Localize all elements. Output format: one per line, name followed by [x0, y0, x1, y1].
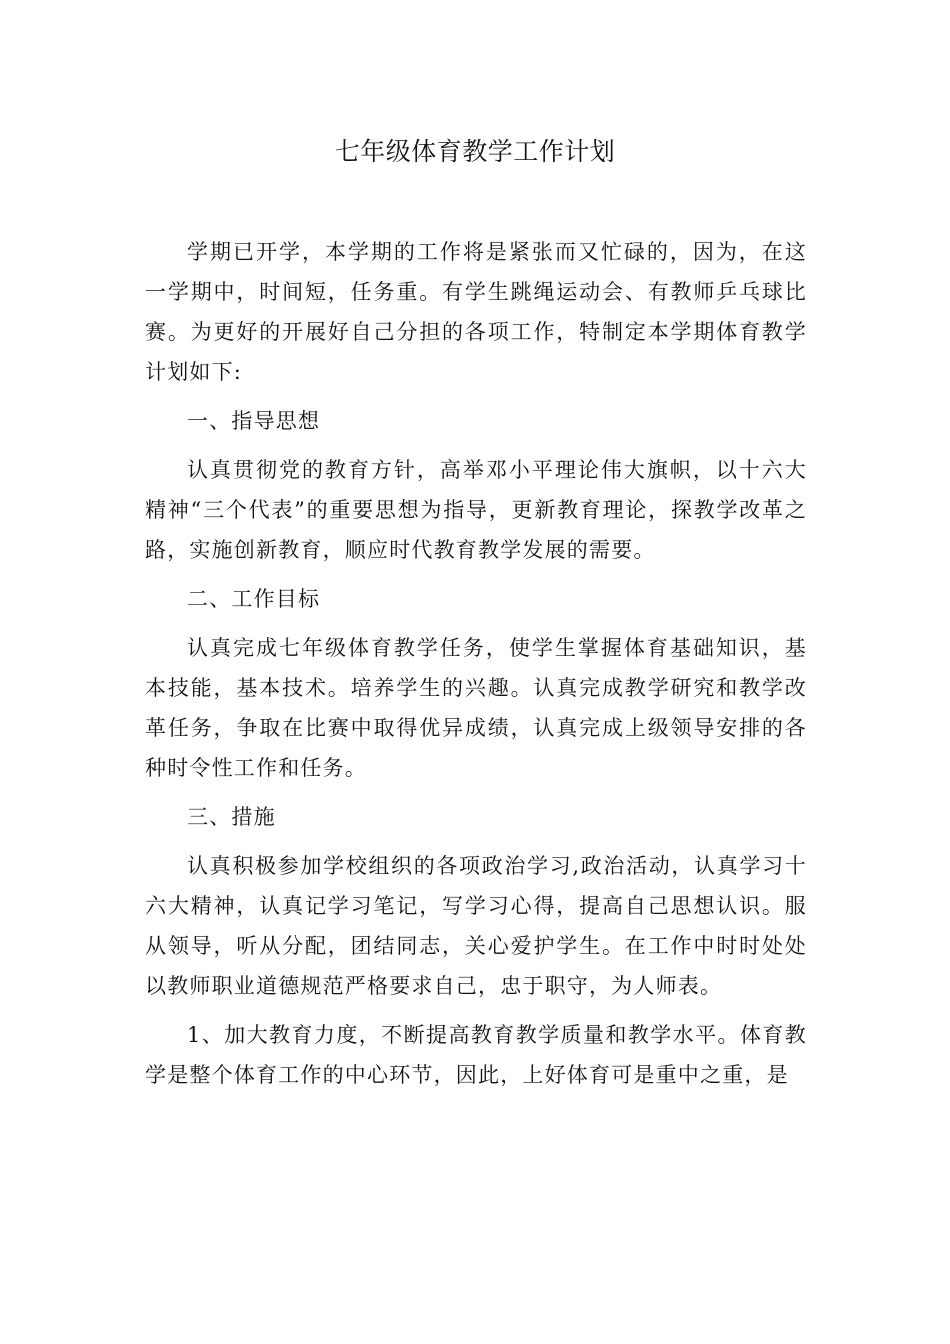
section-paragraph: 认真完成七年级体育教学任务，使学生掌握体育基础知识，基本技能，基本技术。培养学生的兴趣。认真完成教学研究和教学改革任务，争取在比赛中取得优异成绩，认真完成上级领导安排的各种时令性工作和任务。 — [145, 636, 807, 780]
section-paragraph: 认真积极参加学校组织的各项政治学习,政治活动，认真学习十六大精神，认真记学习笔记，写学习心得，提高自己思想认识。服从领导，听从分配，团结同志，关心爱护学生。在工作中时时处处以教师职业道德规范严格要求自己，忠于职守，为人师表。 — [145, 854, 807, 998]
section-heading-measures: 三、措施 — [187, 805, 276, 829]
section-heading-work-goals: 二、工作目标 — [187, 587, 321, 611]
intro-paragraph: 学期已开学，本学期的工作将是紧张而又忙碌的，因为，在这一学期中，时间短，任务重。有学生跳绳运动会、有教师乒乓球比赛。为更好的开展好自己分担的各项工作，特制定本学期体育教学计划如下: — [145, 240, 807, 384]
section-paragraph: 1、加大教育力度，不断提高教育教学质量和教学水平。体育教学是整个体育工作的中心环节，因此，上好体育可是重中之重，是 — [145, 1023, 807, 1087]
document-title: 七年级体育教学工作计划 — [334, 137, 616, 166]
document-body — [145, 232, 807, 1104]
section-paragraph: 认真贯彻党的教育方针，高举邓小平理论伟大旗帜，以十六大精神“三个代表”的重要思想为指导，更新教育理论，探教学改革之路，实施创新教育，顺应时代教育教学发展的需要。 — [145, 458, 807, 562]
section-heading-guiding-ideology: 一、指导思想 — [187, 409, 321, 433]
